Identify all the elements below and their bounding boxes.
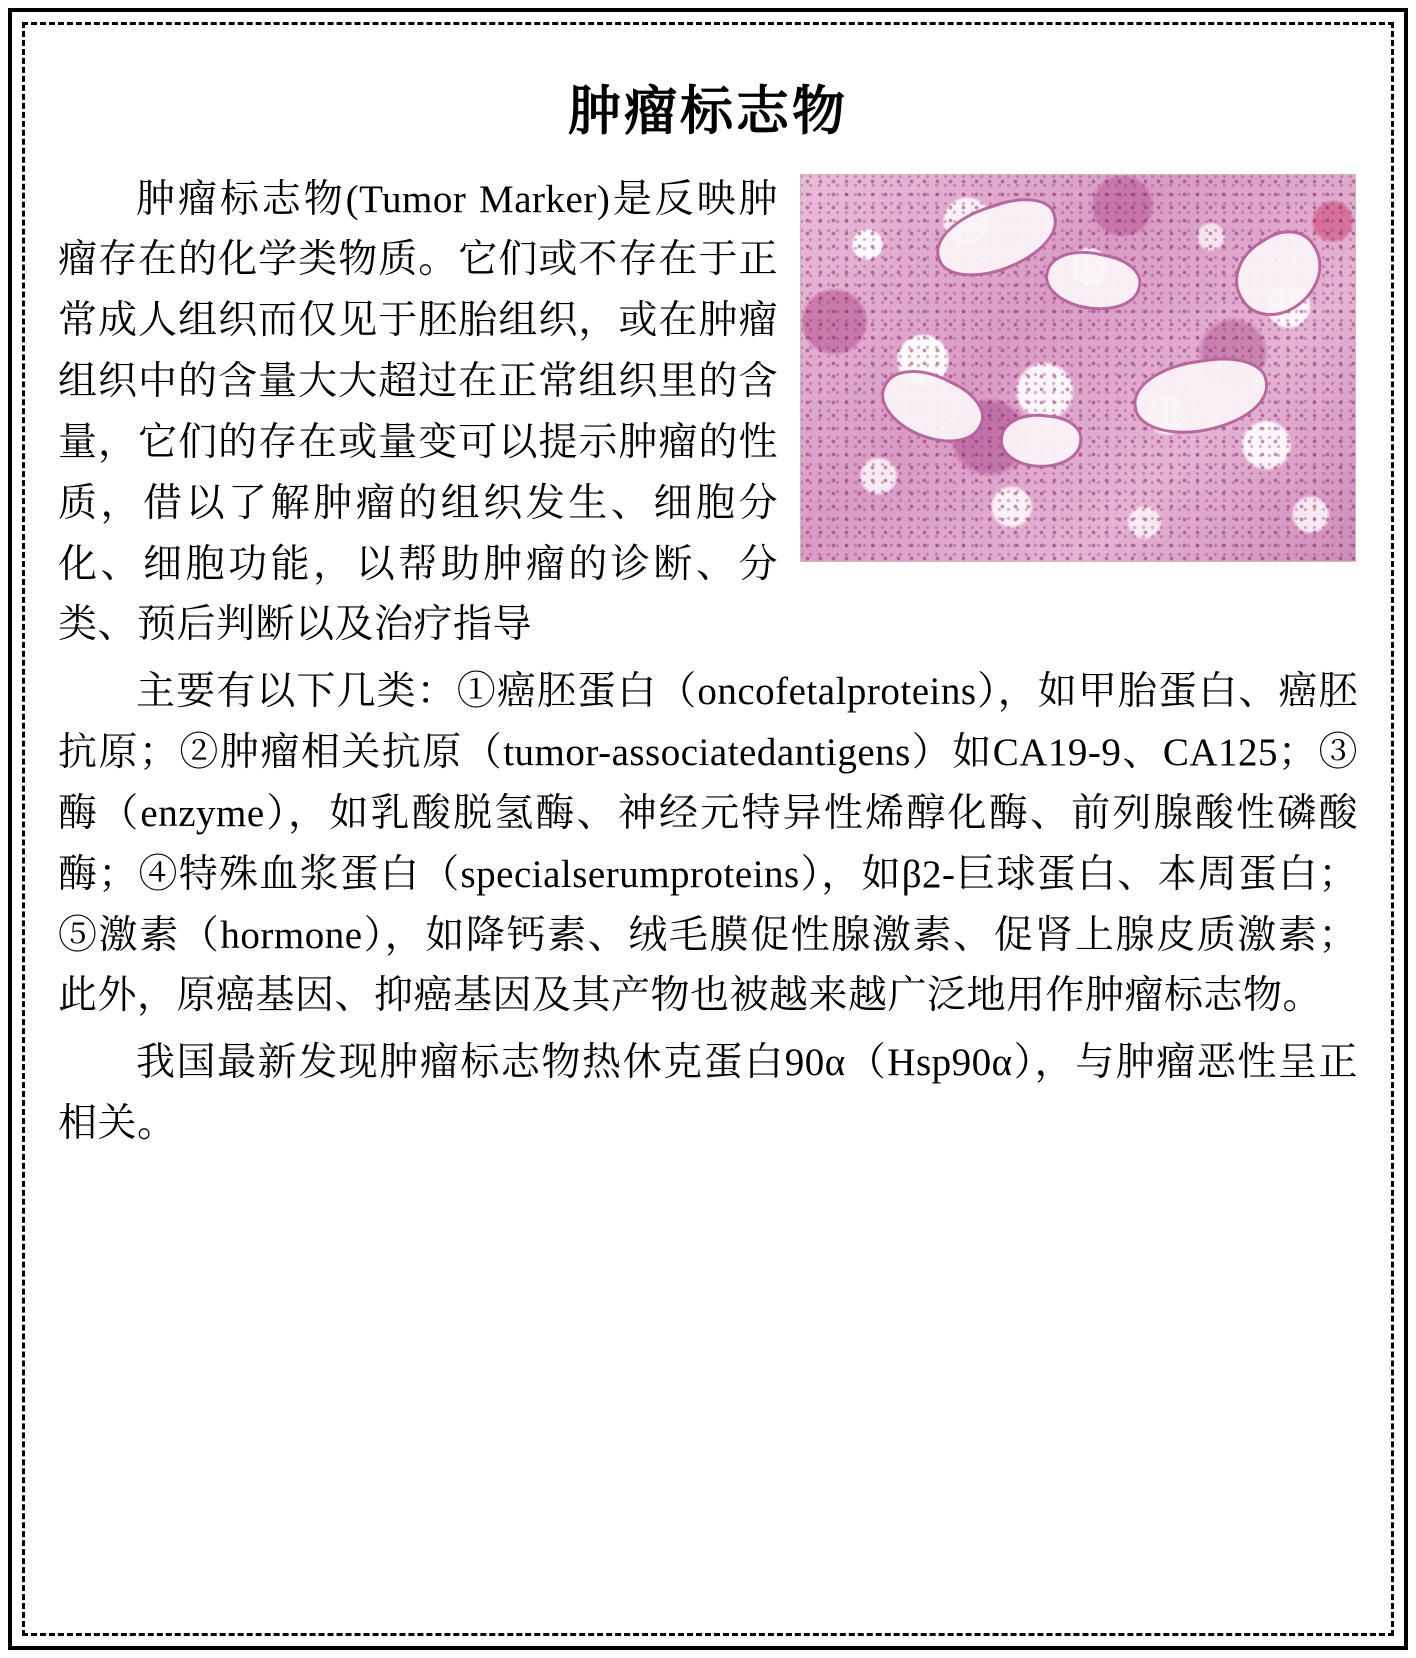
paragraph-definition: 肿瘤标志物(Tumor Marker)是反映肿瘤存在的化学类物质。它们或不存在于正常成人组织而仅见于胚胎组织，或在肿瘤组织中的含量大大超过在正常组织里的含量，它们的存在或量变可以提示肿瘤的性质，借以了解肿瘤的组织发生、细胞分化、细胞功能，以帮助肿瘤的诊断、分类、预后判断以及治疗指导 [58, 177, 778, 647]
micrograph-nuclei-layer [801, 175, 1355, 561]
page-title: 肿瘤标志物 [568, 81, 848, 142]
histology-micrograph [800, 174, 1356, 562]
paragraph-hsp90: 我国最新发现肿瘤标志物热休克蛋白90α（Hsp90α），与肿瘤恶性呈正相关。 [58, 1041, 1358, 1146]
paragraph-categories: 主要有以下几类：①癌胚蛋白（oncofetalproteins），如甲胎蛋白、癌胚抗原；②肿瘤相关抗原（tumor-associatedantigens）如CA19-9、CA125；③酶（enzyme），如乳酸脱氢酶、神经元特异性烯醇化酶、前列腺酸性磷酸酶；④特殊血浆蛋白（specialserumproteins），如β2-巨球蛋白、本周蛋白；⑤激素（hormone），如降钙素、绒毛膜促性腺激素、促肾上腺皮质激素；此外，原癌基因、抑癌基因及其产物也被越来越广泛地用作肿瘤标志物。 [58, 670, 1358, 1018]
document-content [44, 44, 1372, 1614]
